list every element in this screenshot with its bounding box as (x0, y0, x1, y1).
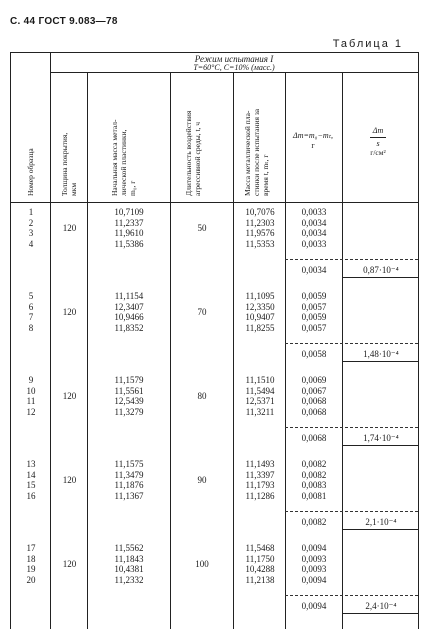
initial-mass-values-value: 11,1367 (114, 490, 144, 501)
initial-mass-values-value: 11,1876 (114, 480, 144, 490)
initial-mass-values-value: 11,3279 (114, 406, 144, 417)
col-header-duration-l1: Длительность воздействия (184, 110, 193, 196)
sample-numbers-value: 12 (26, 406, 36, 417)
final-mass-values-value: 11,5353 (245, 238, 275, 249)
avg-delta-m: 0,0082 (301, 517, 327, 527)
rate-underline (342, 529, 418, 530)
sample-numbers-value: 5 (28, 291, 34, 301)
final-mass-values-value: 11,2138 (245, 574, 275, 585)
initial-mass-values-value: 11,2332 (114, 574, 144, 585)
final-mass-values-value: 11,3397 (245, 469, 275, 480)
rate-value: 2,4·10⁻⁴ (365, 601, 397, 611)
final-mass-values-value: 11,1793 (245, 480, 275, 490)
final-mass-values-value: 11,8255 (245, 322, 275, 333)
col-header-rate-den: s (376, 139, 380, 148)
col-header-initial-mass-l3: m₀, г (128, 180, 137, 196)
duration-value: 80 (197, 390, 207, 401)
col-header-sample-no (26, 148, 35, 196)
delta-m-values (288, 543, 340, 585)
initial-mass-values-value: 11,5562 (114, 543, 144, 553)
sample-numbers (12, 375, 50, 417)
col-divider-1 (50, 52, 51, 629)
col-header-delta-m-l1: Δm=m₀−mₜ, (293, 131, 333, 140)
table-right-border (418, 52, 419, 629)
mode-line-2: T=60°C, C=10% (масс.) (193, 63, 275, 72)
summary-separator (285, 511, 418, 512)
col-header-delta-m-l2: г (311, 141, 315, 150)
col-divider-5 (285, 72, 286, 629)
table-left-border (10, 52, 11, 629)
initial-mass-values-value: 12,5439 (114, 396, 144, 406)
sample-numbers-value: 8 (28, 322, 34, 333)
table-title: Таблица 1 (332, 38, 403, 50)
header-bottom-border (10, 202, 418, 203)
initial-mass-values-value: 10,4381 (114, 564, 144, 574)
thickness-value: 120 (62, 390, 77, 401)
delta-m-values (288, 291, 340, 333)
delta-m-values-value: 0,0059 (301, 291, 327, 301)
initial-mass-values-value: 11,8352 (114, 322, 144, 333)
final-mass-values-value: 12,3350 (245, 301, 275, 312)
final-mass-values-value: 10,7076 (245, 207, 275, 217)
final-mass-values-value: 11,1750 (245, 553, 275, 564)
final-mass-values-value: 11,9576 (245, 228, 275, 238)
initial-mass-values-value: 10,7109 (114, 207, 144, 217)
delta-m-values-value: 0,0057 (301, 301, 327, 312)
sample-numbers-value: 15 (26, 480, 36, 490)
sample-numbers-value: 11 (26, 396, 36, 406)
initial-mass-values-value: 11,1575 (114, 459, 144, 469)
delta-m-values-value: 0,0067 (301, 385, 327, 396)
rate-value: 2,1·10⁻⁴ (365, 517, 397, 527)
summary-separator (285, 343, 418, 344)
avg-delta-m: 0,0094 (301, 601, 327, 611)
delta-m-values-value: 0,0083 (301, 480, 327, 490)
sample-numbers-value: 14 (26, 469, 36, 480)
col-header-thickness-l1: Толщина покрытия, (60, 132, 69, 196)
page-header: С. 44 ГОСТ 9.083—78 (10, 16, 118, 27)
sample-numbers-value: 19 (26, 564, 36, 574)
sample-numbers-value: 2 (28, 217, 34, 228)
sample-numbers-value: 13 (26, 459, 36, 469)
col-divider-2 (87, 72, 88, 629)
col-divider-6 (342, 72, 343, 629)
table-top-border (10, 52, 418, 53)
final-mass-values-value: 11,1510 (245, 375, 275, 385)
duration-value: 70 (197, 306, 207, 317)
sample-numbers-value: 6 (28, 301, 34, 312)
sample-numbers-value: 10 (26, 385, 36, 396)
col-header-final-mass-l2: стинки после испытания за (252, 108, 261, 196)
summary-separator (285, 259, 418, 260)
duration-value: 50 (197, 222, 207, 233)
initial-mass-values (90, 543, 168, 585)
delta-m-values-value: 0,0069 (301, 375, 327, 385)
delta-m-values-value: 0,0093 (301, 564, 327, 574)
delta-m-values-value: 0,0034 (301, 217, 327, 228)
final-mass-values-value: 11,5468 (245, 543, 275, 553)
sample-numbers-value: 18 (26, 553, 36, 564)
col-header-duration (184, 111, 202, 196)
sample-numbers-value: 1 (28, 207, 34, 217)
col-header-initial-mass-l2: лической пластинки, (119, 129, 128, 196)
final-mass-values-value: 10,4288 (245, 564, 275, 574)
sample-numbers-value: 16 (26, 490, 36, 501)
sample-numbers-value: 4 (28, 238, 34, 249)
rate-value: 1,48·10⁻⁴ (363, 349, 399, 359)
thickness-value: 120 (62, 558, 77, 569)
initial-mass-values (90, 459, 168, 501)
rate-underline (342, 361, 418, 362)
initial-mass-values-value: 11,5561 (114, 385, 144, 396)
col-header-initial-mass-l1: Начальная масса метал- (110, 119, 119, 196)
delta-m-values-value: 0,0082 (301, 459, 327, 469)
delta-m-values-value: 0,0094 (301, 574, 327, 585)
final-mass-values-value: 11,1493 (245, 459, 275, 469)
delta-m-values (288, 207, 340, 249)
sample-numbers-value: 20 (26, 574, 36, 585)
final-mass-values-value: 12,5371 (245, 396, 275, 406)
col-header-sample-no-text: Номер образца (26, 148, 35, 196)
initial-mass-values-value: 11,5386 (114, 238, 144, 249)
delta-m-values-value: 0,0034 (301, 228, 327, 238)
rate-underline (342, 277, 418, 278)
delta-m-values-value: 0,0059 (301, 312, 327, 322)
initial-mass-values-value: 12,3407 (114, 301, 144, 312)
final-mass-values-value: 11,2303 (245, 217, 275, 228)
sample-numbers-value: 3 (28, 228, 34, 238)
final-mass-values (236, 375, 284, 417)
final-mass-values-value: 11,1095 (245, 291, 275, 301)
initial-mass-values (90, 375, 168, 417)
sample-numbers (12, 459, 50, 501)
delta-m-values-value: 0,0033 (301, 207, 327, 217)
summary-separator (285, 595, 418, 596)
sample-numbers-value: 7 (28, 312, 34, 322)
thickness-value: 120 (62, 222, 77, 233)
thickness-value: 120 (62, 474, 77, 485)
col-header-rate-fraction-bar (370, 137, 386, 138)
sample-numbers-value: 17 (26, 543, 36, 553)
delta-m-values-value: 0,0081 (301, 490, 327, 501)
rate-value: 1,74·10⁻⁴ (363, 433, 399, 443)
final-mass-values-value: 11,5494 (245, 385, 275, 396)
final-mass-values (236, 207, 284, 249)
initial-mass-values-value: 11,2337 (114, 217, 144, 228)
rate-underline (342, 445, 418, 446)
delta-m-values-value: 0,0068 (301, 406, 327, 417)
sample-numbers (12, 543, 50, 585)
delta-m-values-value: 0,0093 (301, 553, 327, 564)
col-header-final-mass (243, 109, 270, 196)
rate-underline (342, 613, 418, 614)
final-mass-values-value: 10,9407 (245, 312, 275, 322)
initial-mass-values-value: 11,3479 (114, 469, 144, 480)
delta-m-values (288, 375, 340, 417)
col-header-initial-mass (110, 120, 137, 197)
initial-mass-values-value: 11,1154 (114, 291, 144, 301)
initial-mass-values-value: 11,1579 (114, 375, 144, 385)
delta-m-values-value: 0,0082 (301, 469, 327, 480)
mode-line-1: Режим испытания I (194, 54, 274, 64)
final-mass-values (236, 291, 284, 333)
final-mass-values (236, 459, 284, 501)
sample-numbers (12, 291, 50, 333)
final-mass-values (236, 543, 284, 585)
final-mass-values-value: 11,1286 (245, 490, 275, 501)
avg-delta-m: 0,0058 (301, 349, 327, 359)
delta-m-values-value: 0,0094 (301, 543, 327, 553)
initial-mass-values (90, 207, 168, 249)
avg-delta-m: 0,0068 (301, 433, 327, 443)
duration-value: 100 (195, 558, 209, 569)
delta-m-values-value: 0,0033 (301, 238, 327, 249)
duration-value: 90 (197, 474, 207, 485)
sample-numbers-value: 9 (28, 375, 34, 385)
thickness-value: 120 (62, 306, 77, 317)
col-divider-4 (233, 72, 234, 629)
avg-delta-m: 0,0034 (301, 265, 327, 275)
delta-m-values-value: 0,0057 (301, 322, 327, 333)
col-header-rate-unit: г/см² (370, 148, 386, 157)
col-header-thickness (60, 133, 78, 196)
delta-m-values-value: 0,0068 (301, 396, 327, 406)
col-header-duration-l2: агрессивной среды, t, ч (193, 121, 202, 196)
col-header-rate-num: Δm (372, 126, 384, 135)
col-divider-3 (170, 72, 171, 629)
initial-mass-values-value: 11,9610 (114, 228, 144, 238)
delta-m-values (288, 459, 340, 501)
col-header-final-mass-l1: Масса металлической пла- (243, 110, 252, 196)
col-header-final-mass-l3: время t, mₜ, г (261, 154, 270, 196)
initial-mass-values-value: 10,9466 (114, 312, 144, 322)
rate-value: 0,87·10⁻⁴ (363, 265, 399, 275)
mode-underline (50, 72, 418, 73)
summary-separator (285, 427, 418, 428)
initial-mass-values-value: 11,1843 (114, 553, 144, 564)
sample-numbers (12, 207, 50, 249)
col-header-thickness-l2: мкм (69, 182, 78, 196)
initial-mass-values (90, 291, 168, 333)
final-mass-values-value: 11,3211 (245, 406, 275, 417)
